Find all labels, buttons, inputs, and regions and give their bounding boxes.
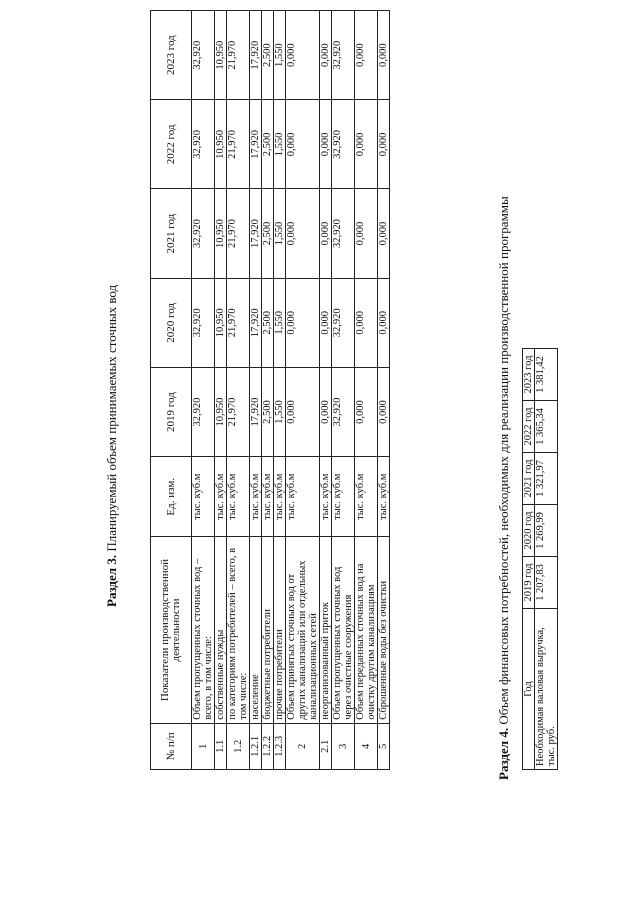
table-row [262, 11, 274, 770]
row-value: 0,000 [378, 278, 390, 367]
header-2023: 2023 год [523, 349, 535, 401]
row-value: 1,550 [274, 100, 286, 189]
row-value: 0,000 [355, 189, 378, 278]
row-value: 0,000 [355, 367, 378, 456]
row-value: 21,970 [227, 11, 250, 100]
row-value: 0,000 [286, 189, 320, 278]
header-2021: 2021 год [151, 189, 192, 278]
row-unit: тыс. куб.м [378, 457, 390, 537]
financial-needs-table [522, 348, 558, 770]
table-row [535, 349, 558, 770]
section-4-title: Объем финансовых потребностей, необходимых для реализации производственной программы [496, 196, 511, 728]
row-value: 21,970 [227, 367, 250, 456]
wastewater-volume-table [150, 10, 390, 770]
row-value: 2,500 [262, 367, 274, 456]
row-value: 0,000 [355, 100, 378, 189]
row-value: 10,950 [215, 278, 227, 367]
row-value: 10,950 [215, 11, 227, 100]
row-value: 10,950 [215, 367, 227, 456]
row-indicator: Объем пропущенных сточных вод – всего, в том числе: [192, 537, 215, 723]
table-row [250, 11, 262, 770]
row-value: 0,000 [320, 11, 332, 100]
table-row [215, 11, 227, 770]
table-row [320, 11, 332, 770]
row-value: 0,000 [355, 278, 378, 367]
row-value: 0,000 [378, 189, 390, 278]
row-indicator: Сброшенные воды без очистки [378, 537, 390, 723]
value-2019: 1 207,83 [535, 557, 558, 609]
row-value: 0,000 [378, 367, 390, 456]
header-2021: 2021 год [523, 453, 535, 505]
row-value: 0,000 [320, 100, 332, 189]
row-value: 1,550 [274, 189, 286, 278]
row-indicator: население [250, 537, 262, 723]
row-number: 1.2.3 [274, 723, 286, 769]
row-number: 1 [192, 723, 215, 769]
section-3-heading [104, 285, 120, 607]
header-2019: 2019 год [523, 557, 535, 609]
row-value: 32,920 [192, 367, 215, 456]
row-unit: тыс. куб.м [192, 457, 215, 537]
value-2023: 1 381,42 [535, 349, 558, 401]
table-row [355, 11, 378, 770]
row-number: 5 [378, 723, 390, 769]
row-value: 32,920 [332, 278, 355, 367]
row-value: 2,500 [262, 100, 274, 189]
row-value: 1,550 [274, 278, 286, 367]
row-number: 1.1 [215, 723, 227, 769]
header-2022: 2022 год [523, 401, 535, 453]
header-2022: 2022 год [151, 100, 192, 189]
row-number: 3 [332, 723, 355, 769]
section-3-title: Планируемый объем принимаемых сточных вод [104, 284, 119, 555]
row-number: 1.2.1 [250, 723, 262, 769]
header-2020: 2020 год [523, 505, 535, 557]
value-2021: 1 321,97 [535, 453, 558, 505]
row-unit: тыс. куб.м [262, 457, 274, 537]
row-unit: тыс. куб.м [274, 457, 286, 537]
row-indicator: бюджетные потребители [262, 537, 274, 723]
row-value: 32,920 [192, 189, 215, 278]
row-unit: тыс. куб.м [250, 457, 262, 537]
row-unit: тыс. куб.м [355, 457, 378, 537]
row-value: 21,970 [227, 100, 250, 189]
section-3-number: Раздел 3. [104, 554, 119, 607]
header-num: № п/п [151, 723, 192, 769]
row-indicator: Объем переданных сточных вод на очистку другим канализациям [355, 537, 378, 723]
row-value: 0,000 [286, 367, 320, 456]
row-unit: тыс. куб.м [286, 457, 320, 537]
row-value: 0,000 [355, 11, 378, 100]
section-4-number: Раздел 4. [496, 727, 511, 780]
row-unit: тыс. куб.м [320, 457, 332, 537]
row-value: 32,920 [332, 189, 355, 278]
row-value: 17,920 [250, 278, 262, 367]
header-2023: 2023 год [151, 11, 192, 100]
row-value: 21,970 [227, 189, 250, 278]
row-value: 0,000 [378, 11, 390, 100]
row-value: 32,920 [192, 278, 215, 367]
row-value: 0,000 [378, 100, 390, 189]
row-value: 32,920 [332, 11, 355, 100]
row-value: 1,550 [274, 367, 286, 456]
row-indicator: собственные нужды [215, 537, 227, 723]
table-row [378, 11, 390, 770]
row-value: 1,550 [274, 11, 286, 100]
value-2022: 1 365,34 [535, 401, 558, 453]
row-value: 17,920 [250, 367, 262, 456]
row-value: 17,920 [250, 100, 262, 189]
row-number: 2.1 [320, 723, 332, 769]
row-value: 10,950 [215, 189, 227, 278]
header-unit: Ед. изм. [151, 457, 192, 537]
row-value: 10,950 [215, 100, 227, 189]
row-number: 2 [286, 723, 320, 769]
row-value: 32,920 [332, 367, 355, 456]
row-unit: тыс. куб.м [332, 457, 355, 537]
row-value: 2,500 [262, 189, 274, 278]
row-unit: тыс. куб.м [215, 457, 227, 537]
row-value: 0,000 [320, 367, 332, 456]
row-value: 0,000 [320, 189, 332, 278]
row-indicator: неорганизованный приток [320, 537, 332, 723]
header-year: Год [523, 609, 535, 770]
row-value: 21,970 [227, 278, 250, 367]
row-value: 32,920 [332, 100, 355, 189]
row-number: 1.2 [227, 723, 250, 769]
row-indicator: Объем пропущенных сточных вод через очистные сооружения [332, 537, 355, 723]
row-number: 4 [355, 723, 378, 769]
row-value: 17,920 [250, 11, 262, 100]
row-value: 2,500 [262, 11, 274, 100]
table-row [227, 11, 250, 770]
row-value: 17,920 [250, 189, 262, 278]
header-2020: 2020 год [151, 278, 192, 367]
table-row [192, 11, 215, 770]
row-indicator: прочие потребители [274, 537, 286, 723]
row-label: Необходимая валовая выручка, тыс. руб. [535, 609, 558, 770]
table-header-row [523, 349, 535, 770]
header-2019: 2019 год [151, 367, 192, 456]
table-header-row [151, 11, 192, 770]
row-value: 32,920 [192, 11, 215, 100]
table-row [274, 11, 286, 770]
row-value: 0,000 [286, 278, 320, 367]
row-value: 32,920 [192, 100, 215, 189]
section-4-heading [496, 196, 512, 780]
row-indicator: по категориям потребителей – всего, в том числе: [227, 537, 250, 723]
header-indicator: Показатели производственной деятельности [151, 537, 192, 723]
table-row [286, 11, 320, 770]
row-value: 2,500 [262, 278, 274, 367]
row-indicator: Объем принятых сточных вод от других канализаций или отдельных канализационных сетей [286, 537, 320, 723]
row-value: 0,000 [320, 278, 332, 367]
table-row [332, 11, 355, 770]
row-number: 1.2.2 [262, 723, 274, 769]
table-body [192, 11, 390, 770]
value-2020: 1 269,99 [535, 505, 558, 557]
row-unit: тыс. куб.м [227, 457, 250, 537]
row-value: 0,000 [286, 100, 320, 189]
row-value: 0,000 [286, 11, 320, 100]
